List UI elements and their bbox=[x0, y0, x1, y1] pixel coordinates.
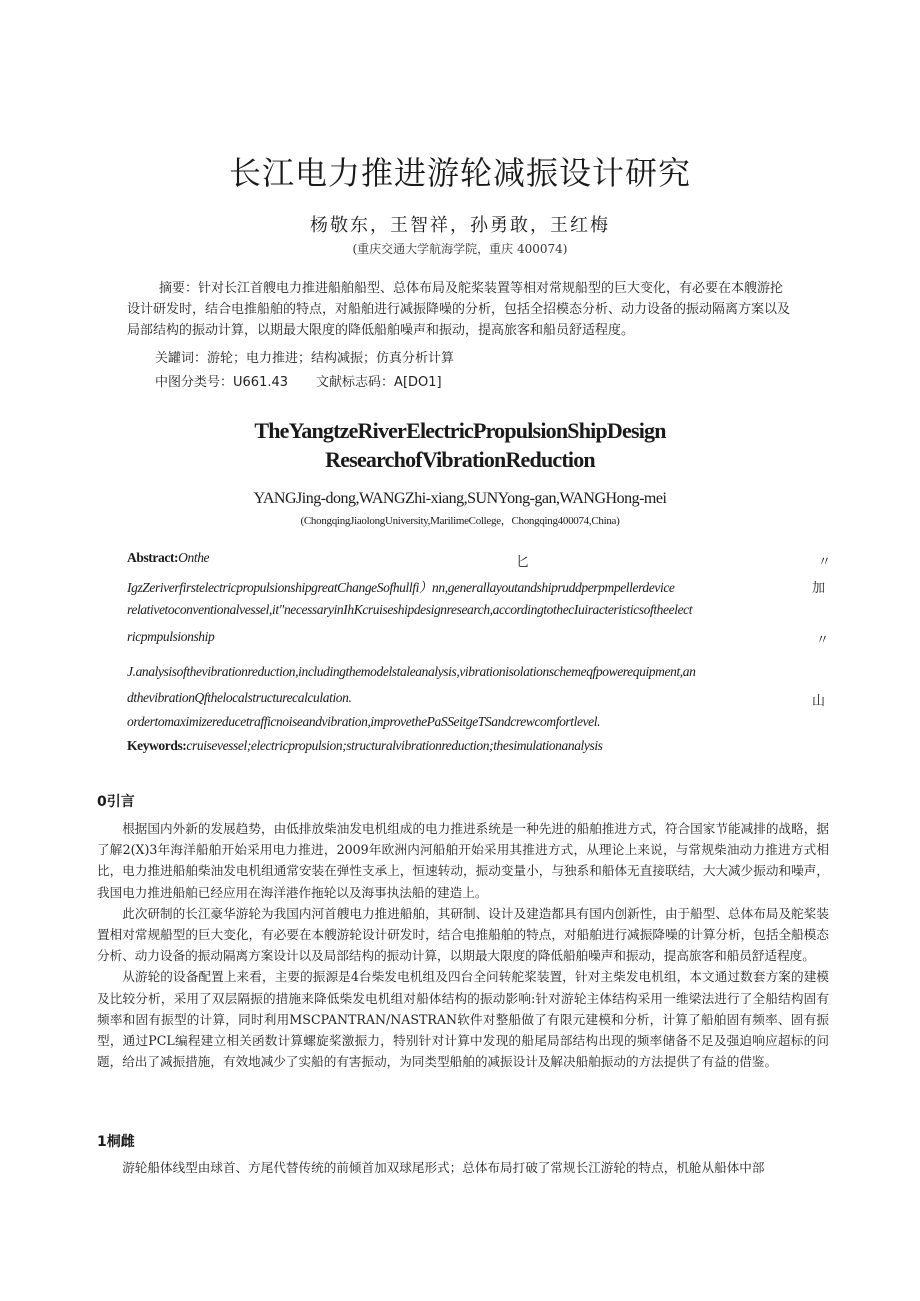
keywords-cn bbox=[155, 348, 815, 369]
keywords-en bbox=[127, 738, 603, 754]
affiliation-cn: (重庆交通大学航海学院，重庆 400074) bbox=[352, 242, 568, 256]
affiliation-en: (ChongqingJiaolongUniversity,MarilimeCollege，Chongqing400074,China) bbox=[300, 515, 620, 527]
keywords-cn-text: 游轮；电力推进；结构减振；仿真分析计算 bbox=[207, 351, 455, 366]
abstract-en-line: ordertomaximizereducetrafficnoiseandvibration,improvethePaSSeitgeTSandcrewcomfortlevel. bbox=[127, 714, 601, 729]
keywords-en-text: cruisevessel;electricpropulsion;structuralvibrationreduction;thesimulationanalysis bbox=[186, 738, 603, 753]
ocr-mark: 〃 bbox=[816, 632, 830, 647]
clc-label: 中图分类号： bbox=[155, 375, 234, 390]
body-paragraph: 此次研制的长江豪华游轮为我国内河首艘电力推进船舶，其研制、设计及建造都具有国内创新性，由于船型、总体布局及舵桨装置相对常规船型的巨大变化，有必要在本艘游轮设计研发时，结合电推船舶的特点，对船舶进行减振降噪的计算分析，包括全船模态分析、动力设备的振动隔离方案设计以及局部结构的振动计算，以期最大限度的降低船舶噪声和振动，提高旅客和船员舒适程度。 bbox=[97, 905, 829, 964]
paper-title-en-line2: ResearchofVibrationReduction bbox=[325, 447, 595, 472]
section-heading: 0引言 bbox=[97, 794, 135, 810]
abstract-en-line: relativetoconventionalvessel,it"necessaryinIhKcruiseshipdesignresearch,accordingtothecIuiracteristicsoftheelect bbox=[127, 602, 693, 617]
body-paragraph: 根据国内外新的发展趋势，由低排放柴油发电机组成的电力推进系统是一种先进的船舶推进方式，符合国家节能减排的战略，据了解2(X)3年海洋船舶开始采用电力推进，2009年欧洲内河船舶开始采用其推进方式，从理论上来说，与常规柴油动力推进方式相比，电力推进船舶柴油发电机组通常安装在弹性支承上，恒速转动，振动变量小，与独系和船体无直接联结，大大减少振动和噪声，我国电力推进船舶已经应用在海洋港作拖轮以及海事执法船的建造上。 bbox=[97, 821, 829, 900]
authors-cn: 杨敬东，王智祥，孙勇敢，王红梅 bbox=[310, 215, 610, 236]
abstract-cn-line: 设计研发时，结合电推船舶的特点，对船舶进行减振降噪的分析，包括全招模态分析、动力设备的振动隔离方案以及 bbox=[127, 302, 791, 317]
clc-value: U661.43 bbox=[233, 375, 289, 390]
abstract-en-line: Abstract:Onthe bbox=[127, 550, 210, 565]
abstract-en-line: J.analysisofthevibrationreduction,includingthemodelstaleanalysis,vibrationisolationschemeqfpowerequipment,an bbox=[127, 664, 696, 679]
authors-en: YANGJing-dong,WANGZhi-xiang,SUNYong-gan,WANGHong-mei bbox=[253, 490, 667, 507]
doc-code-label: 文献标志码： bbox=[316, 375, 395, 390]
keywords-en-label: Keywords: bbox=[127, 738, 187, 753]
abstract-cn-label: 摘要： bbox=[159, 281, 199, 296]
abstract-cn-line: 针对长江首艘电力推进船舶船型、总体布局及舵桨装置等相对常规船型的巨大变化，有必要在本艘游抡 bbox=[198, 281, 784, 296]
ocr-mark: 加 bbox=[812, 580, 826, 595]
keywords-cn-label: 关罐词： bbox=[155, 351, 208, 366]
body-paragraph: 从游轮的设备配置上来看，主要的振源是4台柴发电机组及四台全问转舵桨装置，针对主柴发电机组，本文通过数套方案的建模及比较分析，采用了双层隔振的措施来降低柴发电机组对船体结构的振动影响:针对游轮主体结构采用一维梁法进行了全船结构固有频率和固有振型的计算，同时利用MSCPANTRAN/NASTRAN软件对整船做了有限元建模和分析，计算了船舶固有频率、固有振型，通过PCL编程建立相关函数计算螺旋桨激振力，特别针对计算中发现的船尾局部结构出现的频率储备不足及强迫响应超标的问题，给出了减振措施，有效地减少了实船的有害振动，为同类型船舶的减振设计及解决船舶振动的方法提供了有益的借鉴。 bbox=[97, 969, 829, 1070]
ocr-mark: 山 bbox=[812, 693, 826, 708]
ocr-mark: 匕 bbox=[516, 554, 530, 569]
abstract-en-line: ricpmpulsionship bbox=[127, 629, 215, 644]
abstract-en-line: IgzZeriverfirstelectricpropulsionshipgreatChangeSofhullfi）nn,generallayoutandshipruddperpmpellerdevice bbox=[127, 580, 675, 595]
classification-line bbox=[155, 372, 815, 393]
section-heading: 1桐雌 bbox=[97, 1134, 135, 1150]
body-paragraph: 游轮船体线型由球首、方尾代替传统的前倾首加双球尾形式；总体布局打破了常规长江游轮的特点，机舱从船体中部 bbox=[122, 1160, 765, 1175]
abstract-cn bbox=[127, 278, 827, 341]
abstract-cn-line: 局部结构的振动计算，以期最大限度的降低船舶噪声和振动，提高旅客和船员舒适程度。 bbox=[127, 323, 635, 338]
abstract-en-label: Abstract: bbox=[127, 550, 179, 565]
abstract-en-line: dthevibrationQfthelocalstructurecalculation. bbox=[127, 690, 352, 705]
paper-title-cn: 长江电力推进游轮减振设计研究 bbox=[228, 154, 691, 192]
section-1-body bbox=[97, 1157, 829, 1178]
section-0-body bbox=[97, 818, 829, 1072]
paper-title-en-line1: TheYangtzeRiverElectricPropulsionShipDesign bbox=[254, 418, 666, 443]
ocr-mark: 〃 bbox=[818, 554, 832, 569]
doc-code-value: A[DO1] bbox=[394, 375, 442, 390]
